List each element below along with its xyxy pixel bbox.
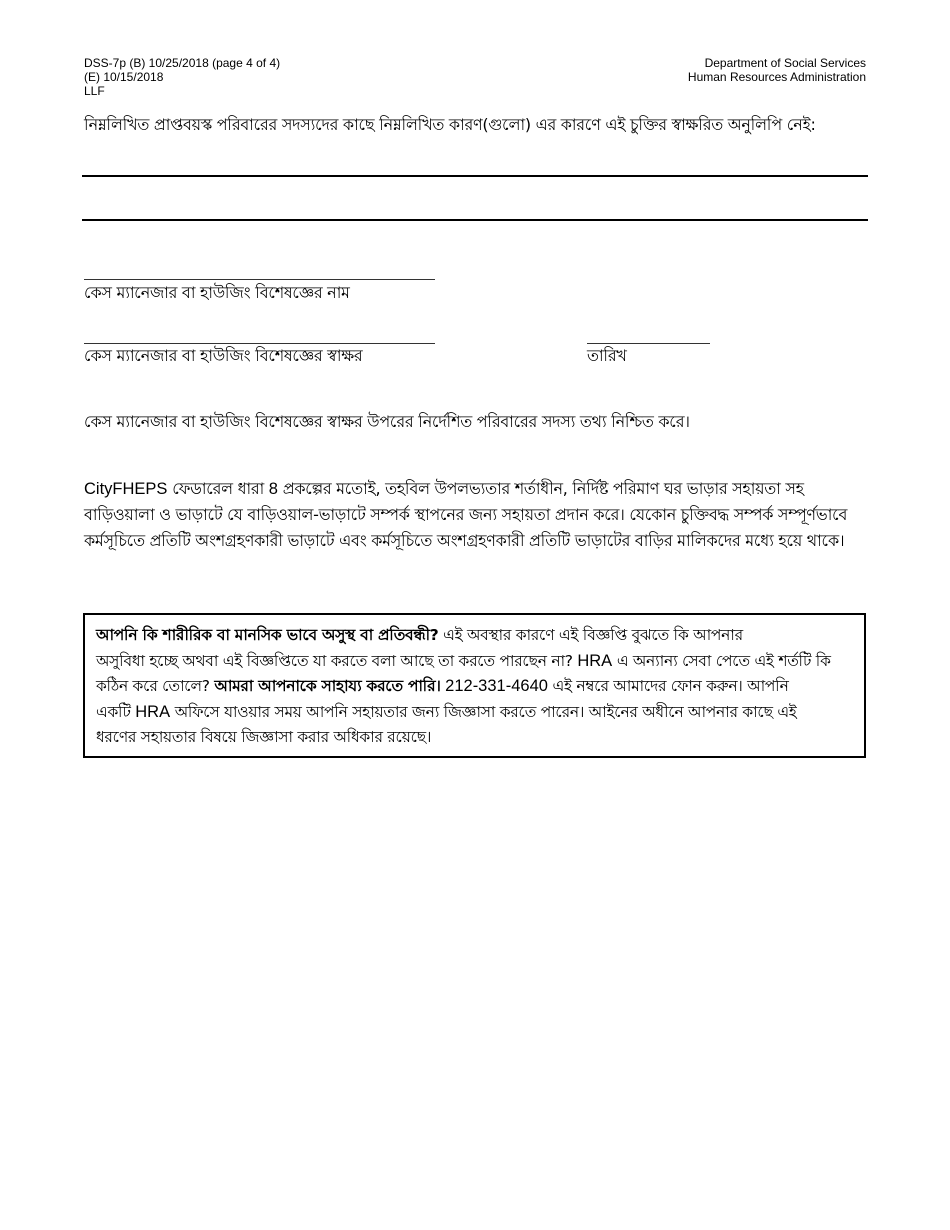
paragraph-line-2: বাড়িওয়ালা ও ভাড়াটে যে বাড়িওয়াল-ভাড়াটে সম্পর্ক স্থাপনের জন্য সহায়তা প্রদান করে। যেকোন চুক্তিবদ্ধ সম্পর্ক সম্পূর্ণভাবে	[84, 505, 848, 524]
case-manager-name-line[interactable]	[84, 279, 435, 280]
case-manager-signature-label: কেস ম্যানেজার বা হাউজিং বিশেষজ্ঞের স্বাক্ষর	[84, 346, 363, 365]
administration-name: Human Resources Administration	[687, 70, 866, 84]
cityfheps-paragraph	[84, 476, 874, 554]
form-number: DSS-7p (B) 10/25/2018 (page 4 of 4)	[84, 56, 281, 70]
reason-entry-line-1[interactable]	[82, 175, 868, 177]
notice-line-1: আপনি কি শারীরিক বা মানসিক ভাবে অসুস্থ বা প্রতিবন্ধী? এই অবস্থার কারণে এই বিজ্ঞপ্তি বুঝতে কি আপনার	[96, 626, 743, 644]
date-line[interactable]	[587, 343, 710, 344]
notice-line-3: কঠিন করে তোলে? আমরা আপনাকে সাহায্য করতে পারি। 212-331-4640 এই নম্বরে আমাদের ফোন করুন। আপনি	[96, 677, 789, 695]
we-can-help-statement: আমরা আপনাকে সাহায্য করতে পারি।	[214, 677, 441, 695]
paragraph-line-3: কর্মসূচিতে প্রতিটি অংশগ্রহণকারী ভাড়াটে এবং কর্মসূচিতে অংশগ্রহণকারী প্রতিটি ভাড়াটের বাড়ির মালিকদের মধ্যে হয়ে থাকে।	[84, 531, 845, 550]
notice-text	[96, 623, 831, 751]
notice-question: আপনি কি শারীরিক বা মানসিক ভাবে অসুস্থ বা প্রতিবন্ধী?	[96, 626, 439, 644]
department-name: Department of Social Services	[704, 56, 866, 70]
notice-line-5: ধরণের সহায়তার বিষয়ে জিজ্ঞাসা করার অধিকার রয়েছে।	[96, 728, 432, 746]
notice-line-4: একটি HRA অফিসে যাওয়ার সময় আপনি সহায়তার জন্য জিজ্ঞাসা করতে পারেন। আইনের অধীনে আপনার কাছে এই	[96, 702, 797, 721]
phone-number: 212-331-4640	[440, 677, 548, 695]
english-version-date: (E) 10/15/2018	[84, 70, 164, 84]
notice-line-2: অসুবিধা হচ্ছে অথবা এই বিজ্ঞপ্তিতে যা করতে বলা আছে তা করতে পারছেন না? HRA এ অন্যান্য সেবা পেতে এই শর্তটি কি	[96, 651, 831, 670]
form-id-header	[84, 56, 280, 98]
missing-signature-intro: নিম্নলিখিত প্রাপ্তবয়স্ক পরিবারের সদস্যদের কাছে নিম্নলিখিত কারণ(গুলো) এর কারণে এই চুক্তির স্বাক্ষরিত অনুলিপি নেই:	[84, 115, 816, 134]
date-label: তারিখ	[587, 346, 627, 365]
case-manager-name-label: কেস ম্যানেজার বা হাউজিং বিশেষজ্ঞের নাম	[84, 283, 350, 302]
program-name: CityFHEPS	[84, 480, 168, 498]
paragraph-line-1: CityFHEPS ফেডারেল ধারা 8 প্রকল্পের মতোই, তহবিল উপলভ্যতার শর্তাধীন, নির্দিষ্ট পরিমাণ ঘর ভাড়ার সহায়তা সহ	[84, 479, 804, 498]
language-code: LLF	[84, 84, 105, 98]
confirmation-statement: কেস ম্যানেজার বা হাউজিং বিশেষজ্ঞের স্বাক্ষর উপরের নির্দেশিত পরিবারের সদস্য তথ্য নিশ্চিত করে।	[84, 412, 690, 431]
case-manager-signature-line[interactable]	[84, 343, 435, 344]
agency-header	[688, 56, 866, 84]
reason-entry-line-2[interactable]	[82, 219, 868, 221]
section-number: 8	[268, 480, 278, 498]
disability-assistance-notice-box	[83, 613, 866, 758]
